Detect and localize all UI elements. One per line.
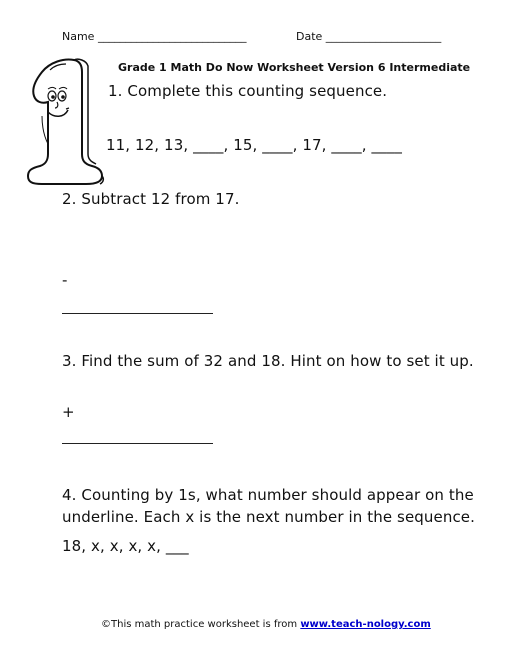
number-one-mascot-illustration: [22, 56, 106, 186]
question-4-prompt-line-2: underline. Each x is the next number in the sequence.: [62, 508, 475, 526]
question-2-prompt: 2. Subtract 12 from 17.: [62, 190, 240, 208]
question-4-sequence: 18, x, x, x, x, ___: [62, 537, 189, 555]
question-4-prompt-line-1: 4. Counting by 1s, what number should appear on the: [62, 486, 474, 504]
question-1-sequence: 11, 12, 13, ____, 15, ____, 17, ____, ____: [106, 136, 402, 154]
question-3-answer-line: [62, 443, 213, 444]
question-3-plus-operator: +: [62, 403, 75, 421]
date-field-label: Date _____________________: [296, 30, 442, 43]
question-1-prompt: 1. Complete this counting sequence.: [108, 82, 388, 100]
worksheet-title: Grade 1 Math Do Now Worksheet Version 6 Intermediate: [118, 61, 471, 74]
question-2-minus-operator: -: [62, 271, 68, 289]
teach-nology-link[interactable]: www.teach-nology.com: [300, 619, 431, 630]
name-field-label: Name ___________________________: [62, 30, 247, 43]
footer-text: ©This math practice worksheet is from: [101, 619, 298, 630]
question-3-prompt: 3. Find the sum of 32 and 18. Hint on how to set it up.: [62, 352, 474, 370]
question-2-answer-line: [62, 313, 213, 314]
footer-attribution: [101, 619, 431, 630]
